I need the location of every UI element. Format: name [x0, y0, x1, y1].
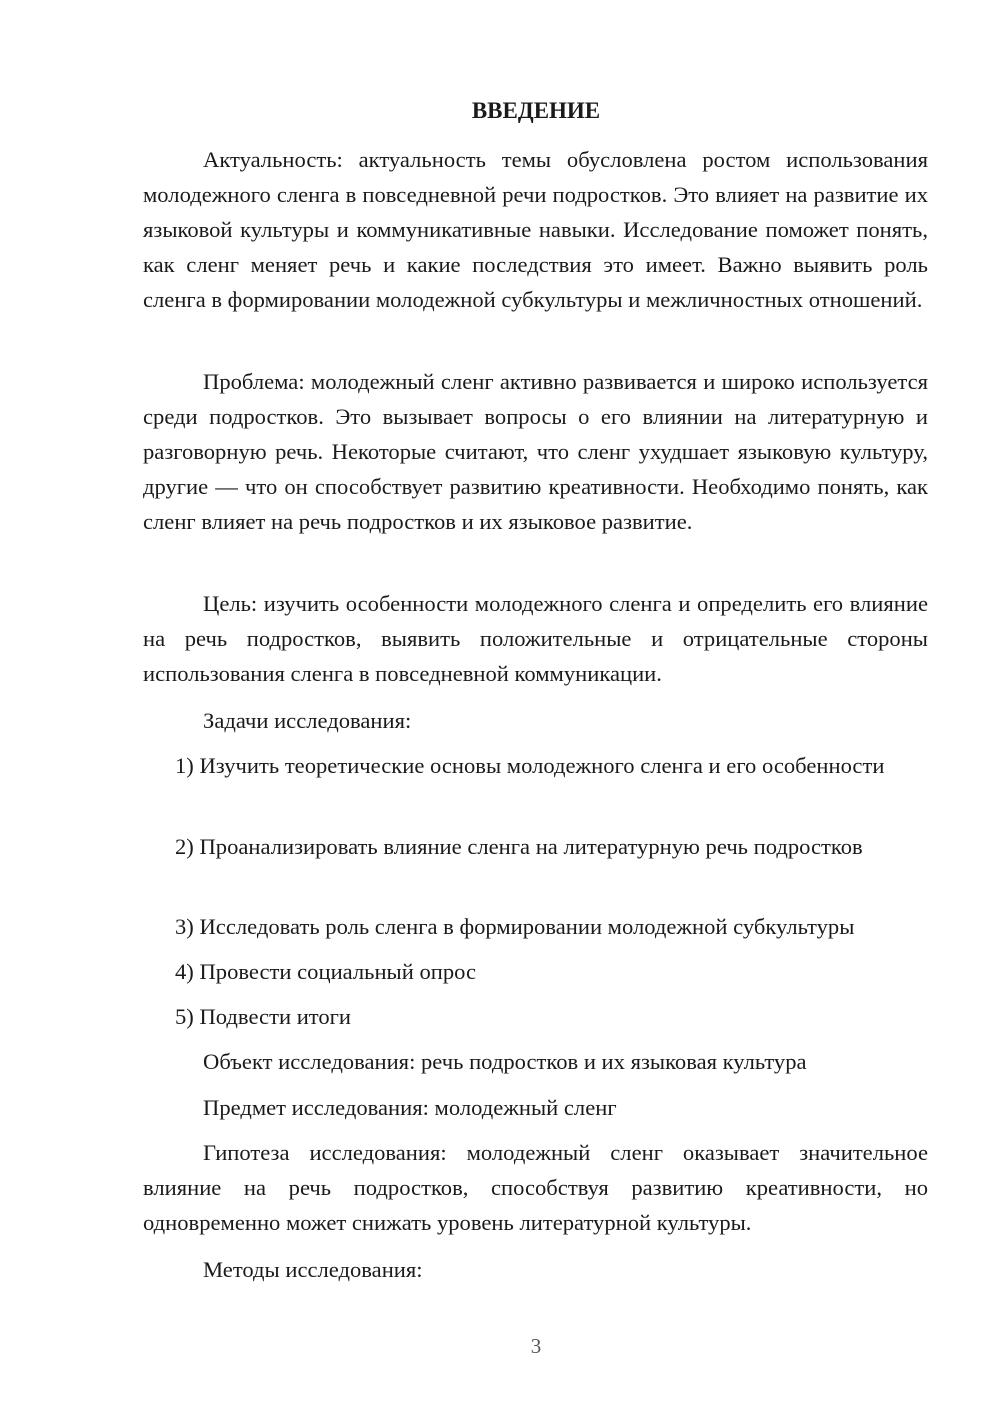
- page-number: 3: [530, 1334, 542, 1358]
- task-item: 4) Провести социальный опрос: [175, 959, 477, 984]
- paragraph-hypothesis: Гипотеза исследования: молодежный сленг оказывает значительное влияние на речь подростков, способствуя развитию креативности, но одновременно может снижать уровень литературной культуры.: [143, 1140, 928, 1235]
- paragraph-subject: Предмет исследования: молодежный сленг: [203, 1095, 617, 1120]
- page-title: ВВЕДЕНИЕ: [471, 98, 601, 123]
- paragraph-methods: Методы исследования:: [203, 1257, 423, 1282]
- task-item: 2) Проанализировать влияние сленга на литературную речь подростков: [175, 834, 863, 859]
- paragraph-problem: Проблема: молодежный сленг активно развивается и широко используется среди подростков. Это вызывает вопросы о его влиянии на литературную и разговорную речь. Некоторые считают, что сленг ухудшает языковую культуру, другие — что он способствует развитию креативности. Необходимо понять, как сленг влияет на речь подростков и их языковое развитие.: [143, 369, 928, 534]
- tasks-heading: Задачи исследования:: [203, 708, 412, 733]
- paragraph-relevance: Актуальность: актуальность темы обусловлена ростом использования молодежного сленга в повседневной речи подростков. Это влияет на развитие их языковой культуры и коммуникативные навыки. Исследование поможет понять, как сленг меняет речь и какие последствия это имеет. Важно выявить роль сленга в формировании молодежной субкультуры и межличностных отношений.: [143, 147, 928, 312]
- task-item: 3) Исследовать роль сленга в формировании молодежной субкультуры: [175, 914, 855, 939]
- paragraph-object: Объект исследования: речь подростков и их языковая культура: [203, 1049, 807, 1074]
- paragraph-goal: Цель: изучить особенности молодежного сленга и определить его влияние на речь подростков, выявить положительные и отрицательные стороны использования сленга в повседневной коммуникации.: [143, 591, 928, 686]
- task-item: 1) Изучить теоретические основы молодежного сленга и его особенности: [175, 753, 885, 778]
- task-item: 5) Подвести итоги: [175, 1004, 352, 1029]
